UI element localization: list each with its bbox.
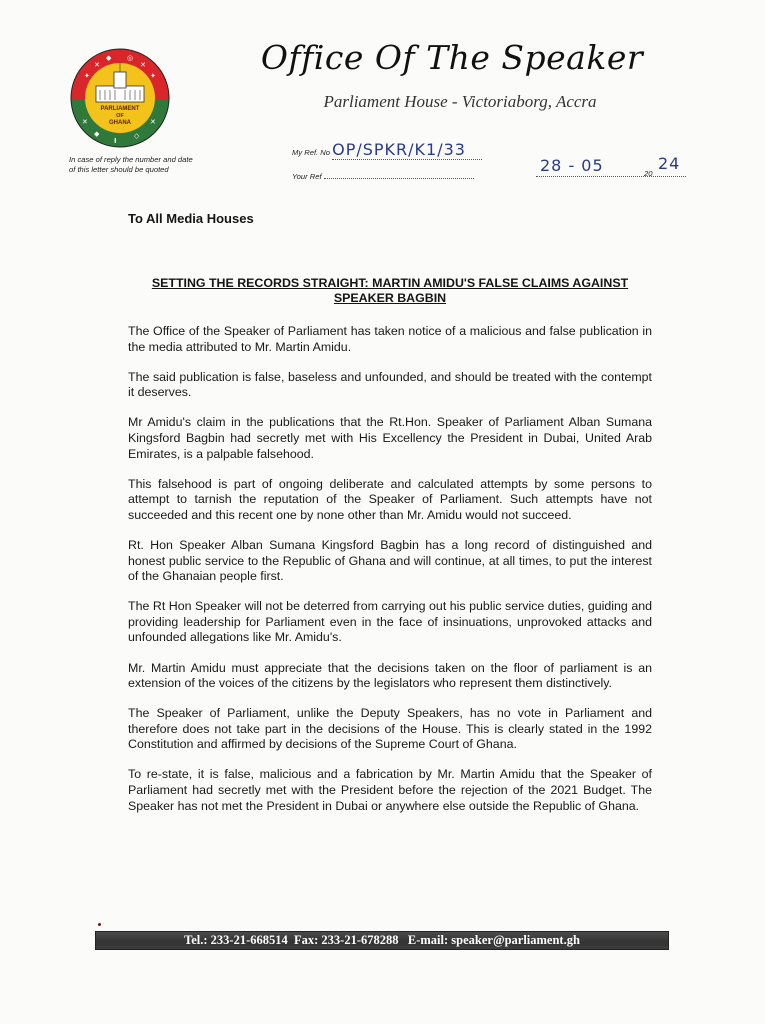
date-day-month: 28 - 05	[540, 156, 604, 175]
paragraph: The Rt Hon Speaker will not be deterred from carrying out his public service duties, guiding and providing leadership for Parliament even in the face of insinuations, unprovoked attacks and unfounded allegations like Mr. Amidu's.	[128, 599, 652, 645]
my-ref-field	[332, 140, 482, 160]
your-ref-label: Your Ref	[292, 172, 322, 181]
svg-text:Ⅰ: Ⅰ	[114, 137, 117, 145]
my-ref-row	[292, 140, 482, 160]
office-address: Parliament House - Victoriaborg, Accra	[323, 92, 597, 111]
seal-text-line-2: OF	[116, 113, 124, 119]
svg-text:✕: ✕	[140, 61, 146, 69]
paragraph: Mr Amidu's claim in the publications that the Rt.Hon. Speaker of Parliament Alban Sumana Kingsford Bagbin had secretly met with His Excellency the President in Dubai, United Arab Emirates, is a palpable falsehood.	[128, 415, 652, 461]
date-year: 24	[658, 154, 681, 173]
svg-text:✕: ✕	[94, 61, 100, 69]
letter-body	[128, 324, 652, 829]
svg-text:✦: ✦	[150, 72, 156, 80]
my-ref-label: My Ref. No	[292, 148, 330, 157]
your-ref-row	[292, 172, 474, 181]
svg-text:✦: ✦	[84, 72, 90, 80]
svg-text:✕: ✕	[150, 118, 156, 126]
paragraph: The Office of the Speaker of Parliament has taken notice of a malicious and false publication in the media attributed to Mr. Martin Amidu.	[128, 324, 652, 354]
paragraph: Mr. Martin Amidu must appreciate that the decisions taken on the floor of parliament is an extension of the voices of the citizens by the legislators who represent them distinctively.	[128, 660, 652, 691]
date-century: 20	[644, 169, 653, 178]
letter-date	[536, 152, 688, 180]
svg-text:◆: ◆	[106, 54, 112, 62]
date-dotted-line	[536, 176, 686, 177]
svg-text:◎: ◎	[127, 54, 134, 62]
headline: SETTING THE RECORDS STRAIGHT: MARTIN AMIDU'S FALSE CLAIMS AGAINST SPEAKER BAGBIN	[151, 276, 629, 305]
seal-text-line-3: GHANA	[109, 120, 131, 126]
paragraph: This falsehood is part of ongoing deliberate and calculated attempts by some persons to attempt to tarnish the reputation of the Speaker of Parliament. Such attempts have not succeeded and this recent one by none other than Mr. Amidu would not succeed.	[128, 476, 652, 522]
paragraph: To re-state, it is false, malicious and a fabrication by Mr. Martin Amidu that the Speaker of Parliament had secretly met with the President before the rejection of the 2021 Budget. The Speaker has not met the President in Dubai or anywhere else outside the Republic of Ghana.	[128, 767, 652, 813]
svg-text:◇: ◇	[134, 132, 140, 140]
your-ref-field	[324, 178, 474, 179]
footer-contact-bar: Tel.: 233-21-668514 Fax: 233-21-678288 E-mail: speaker@parliament.gh	[95, 931, 669, 950]
svg-text:◆: ◆	[94, 130, 100, 138]
office-title: Office Of The Speaker	[260, 38, 644, 77]
reply-note: In case of reply the number and date of this letter should be quoted	[69, 155, 193, 174]
parliament-house-icon	[96, 86, 144, 102]
recipient: To All Media Houses	[128, 211, 254, 226]
parliament-seal-logo	[70, 48, 170, 148]
seal-text-line-1: PARLIAMENT	[100, 106, 140, 112]
paragraph: Rt. Hon Speaker Alban Sumana Kingsford Bagbin has a long record of distinguished and honest public service to the Republic of Ghana and will continue, at all times, to put the interest of the Ghanaian people first.	[128, 537, 652, 584]
paragraph: The said publication is false, baseless and unfounded, and should be treated with the contempt it deserves.	[128, 369, 652, 400]
svg-text:✕: ✕	[82, 118, 88, 126]
stray-mark	[98, 923, 101, 926]
paragraph: The Speaker of Parliament, unlike the Deputy Speakers, has no vote in Parliament and therefore does not take part in the decisions of the House. This is clearly stated in the 1992 Constitution and affirmed by decisions of the Supreme Court of Ghana.	[128, 706, 652, 752]
my-ref-value: OP/SPKR/K1/33	[332, 140, 466, 159]
